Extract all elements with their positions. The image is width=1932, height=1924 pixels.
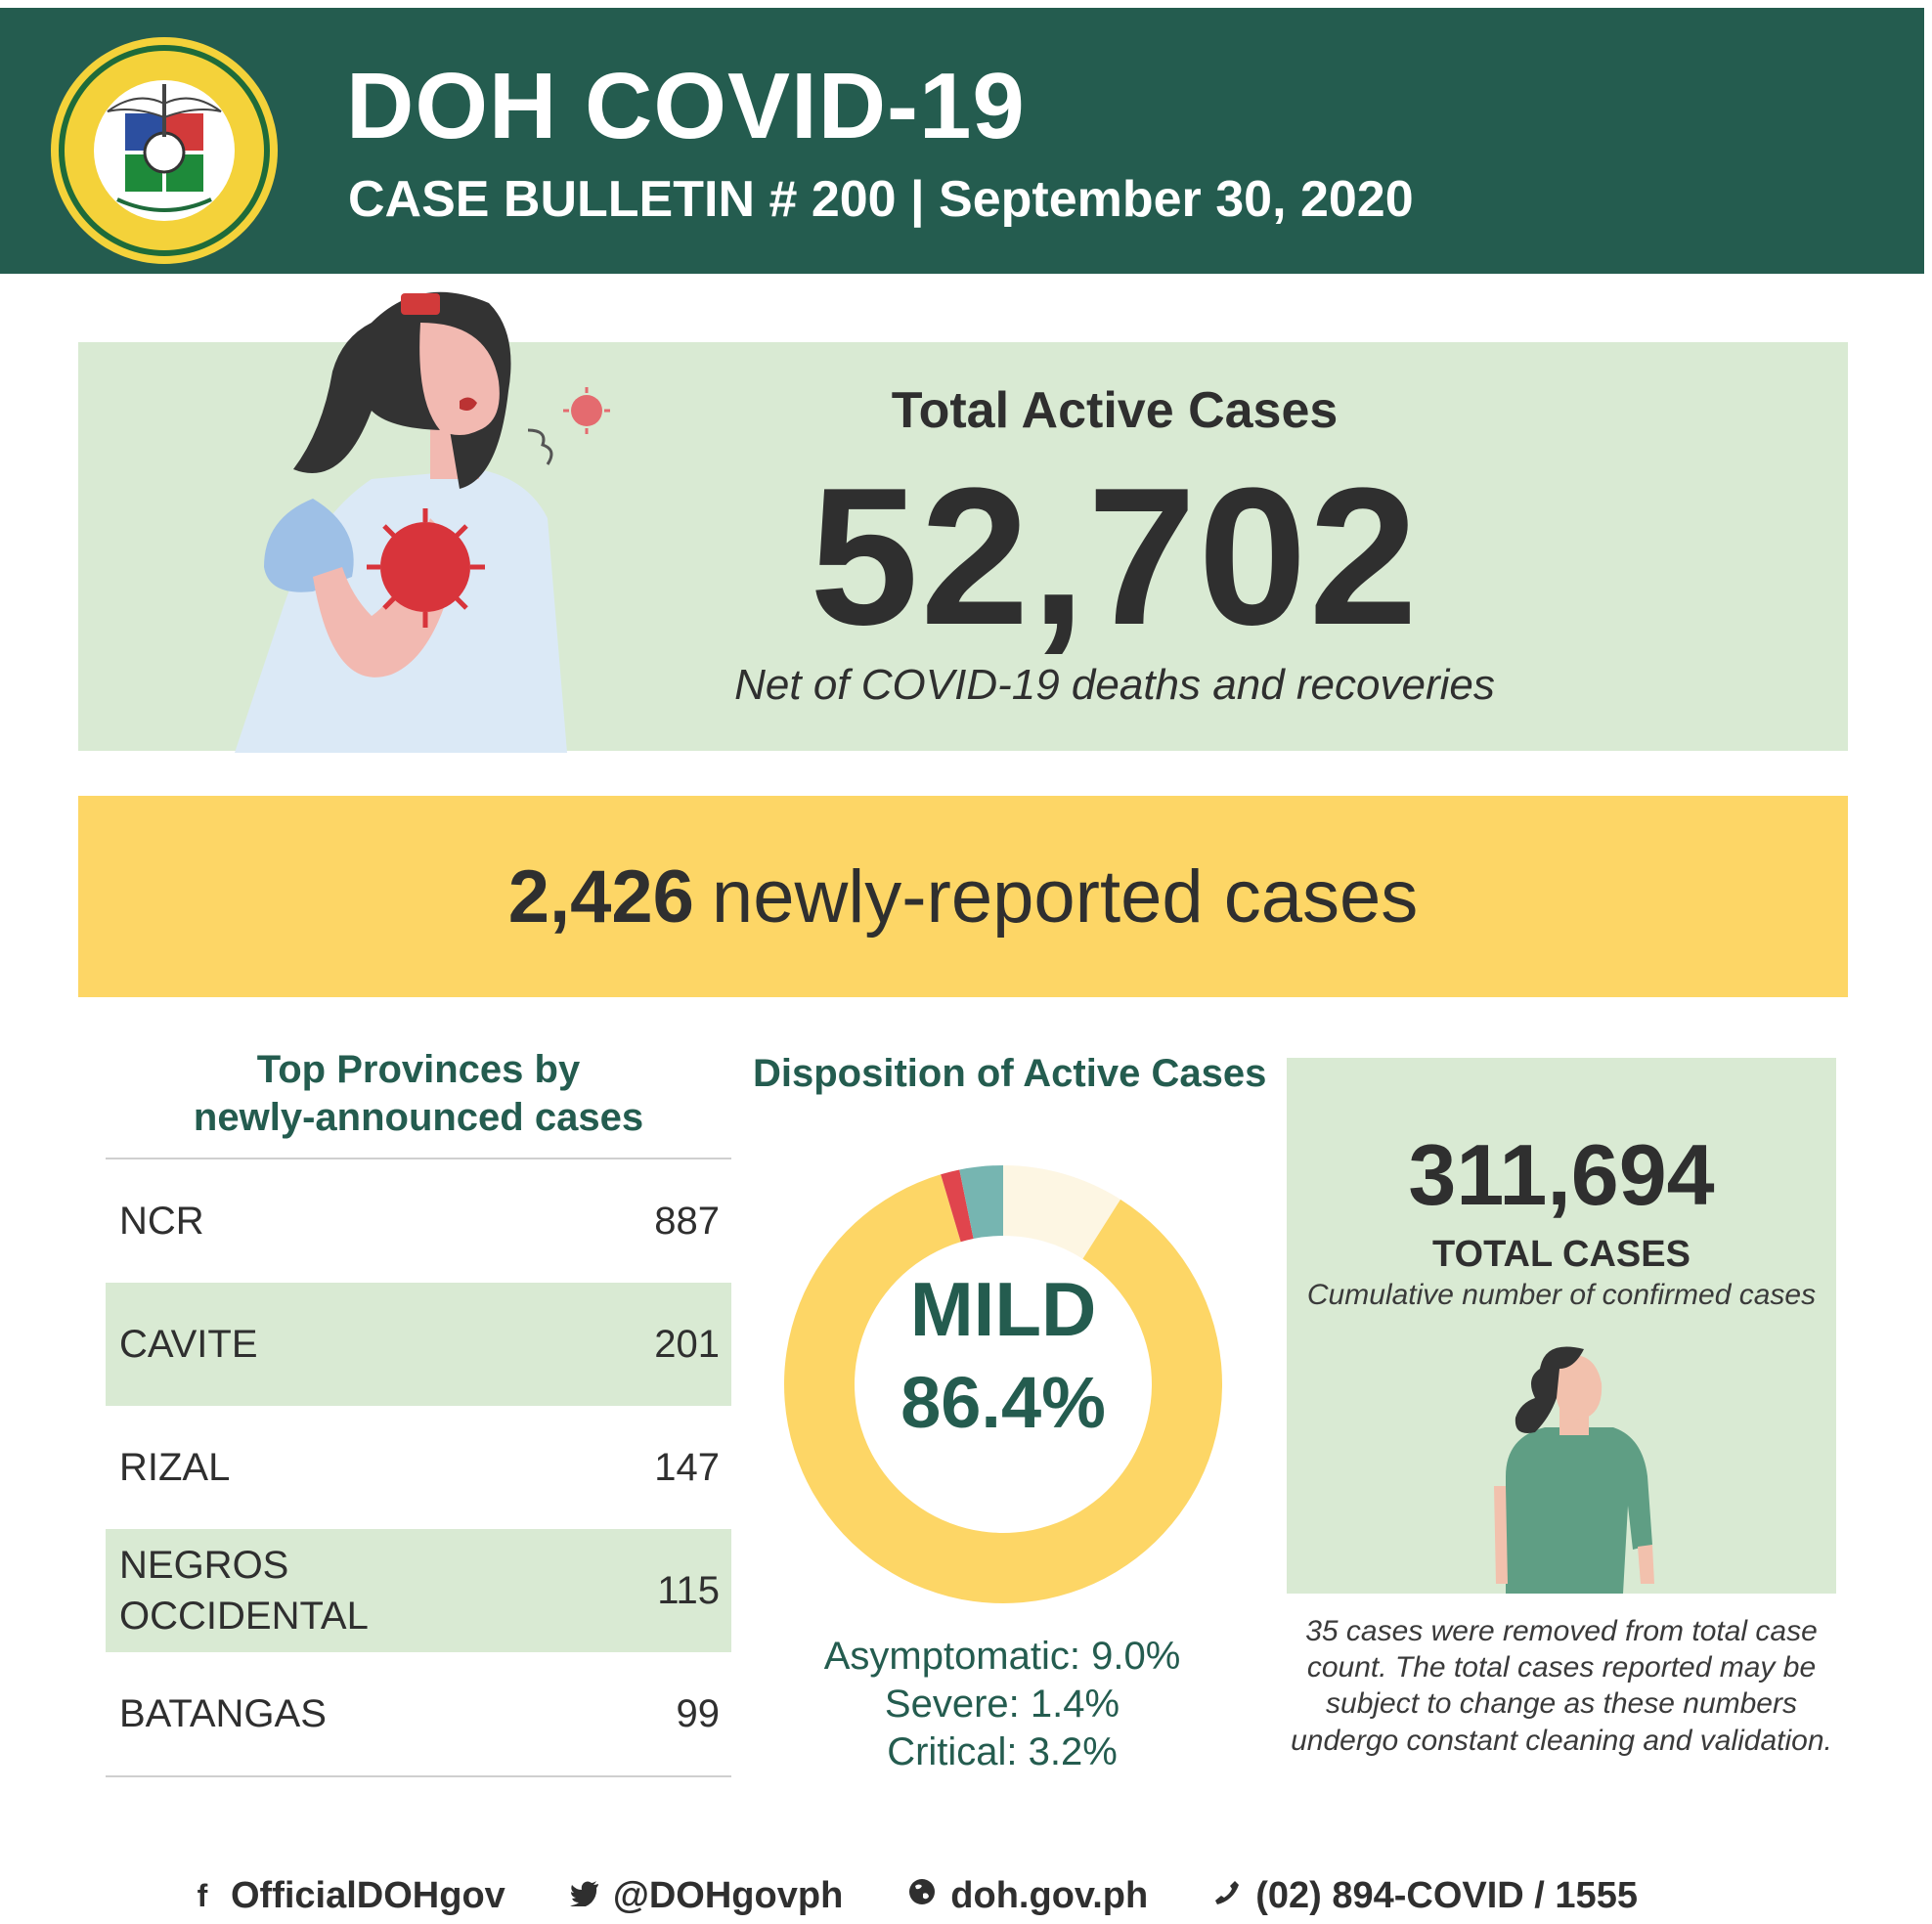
donut-center-value: 86.4%	[900, 1362, 1106, 1443]
facebook-icon: f	[197, 1877, 208, 1913]
provinces-title-line2: newly-announced cases	[193, 1095, 644, 1139]
website-url: doh.gov.ph	[950, 1874, 1149, 1916]
total-cases-label: TOTAL CASES	[1432, 1234, 1690, 1275]
table-row	[106, 1652, 731, 1775]
active-cases-value: 52,702	[810, 448, 1420, 666]
disposition-title: Disposition of Active Cases	[753, 1052, 1267, 1095]
new-cases-value: 2,426	[507, 854, 694, 939]
page-title: DOH COVID-19	[346, 54, 1026, 158]
total-cases-value: 311,694	[1408, 1126, 1715, 1223]
table-row	[106, 1406, 731, 1529]
donut-center-label: MILD	[909, 1266, 1097, 1352]
facebook-link[interactable]	[186, 1875, 505, 1917]
province-value: 887	[654, 1199, 720, 1243]
table-row	[106, 1283, 731, 1406]
phone-link[interactable]	[1210, 1875, 1638, 1917]
new-cases-banner	[78, 796, 1848, 997]
table-row	[106, 1159, 731, 1283]
provinces-table	[106, 1158, 731, 1777]
active-cases-note: Net of COVID-19 deaths and recoveries	[734, 661, 1495, 709]
disposition-breakdown	[763, 1633, 1242, 1775]
province-name: BATANGAS	[119, 1692, 327, 1735]
province-name: NCR	[119, 1200, 204, 1243]
twitter-handle: @DOHgovph	[612, 1874, 844, 1916]
disposition-line-asymptomatic: Asymptomatic: 9.0%	[823, 1635, 1181, 1678]
provinces-title-line1: Top Provinces by	[256, 1048, 581, 1091]
website-link[interactable]	[905, 1875, 1148, 1917]
doh-seal-logo	[49, 35, 280, 266]
footer-contacts	[186, 1871, 1828, 1920]
table-row	[106, 1529, 731, 1652]
removed-cases-note: 35 cases were removed from total case count. The total cases reported may be subject to change as these numbers undergo constant cleaning and validation.	[1291, 1615, 1832, 1757]
province-value: 147	[654, 1445, 720, 1489]
twitter-icon	[568, 1878, 601, 1914]
woman-illustration	[1467, 1339, 1662, 1594]
disposition-line-severe: Severe: 1.4%	[884, 1682, 1120, 1726]
globe-icon	[905, 1877, 939, 1914]
header-bar	[0, 8, 1924, 274]
province-value: 201	[654, 1322, 720, 1366]
provinces-title	[106, 1046, 731, 1142]
phone-number: (02) 894-COVID / 1555	[1255, 1874, 1638, 1916]
phone-icon	[1210, 1878, 1244, 1914]
twitter-link[interactable]	[568, 1875, 843, 1917]
disposition-line-critical: Critical: 3.2%	[887, 1729, 1118, 1773]
total-cases-note: Cumulative number of confirmed cases	[1306, 1279, 1817, 1311]
bulletin-subtitle: CASE BULLETIN # 200 | September 30, 2020	[348, 171, 1414, 228]
facebook-handle: OfficialDOHgov	[231, 1874, 505, 1916]
province-name: RIZAL	[119, 1446, 231, 1489]
province-value: 99	[676, 1691, 720, 1735]
new-cases-label: newly-reported cases	[711, 854, 1419, 939]
province-value: 115	[657, 1568, 720, 1612]
coughing-woman-illustration	[225, 284, 636, 753]
province-name: CAVITE	[119, 1323, 258, 1366]
active-cases-label: Total Active Cases	[891, 382, 1339, 439]
province-name: NEGROS OCCIDENTAL	[119, 1544, 369, 1638]
